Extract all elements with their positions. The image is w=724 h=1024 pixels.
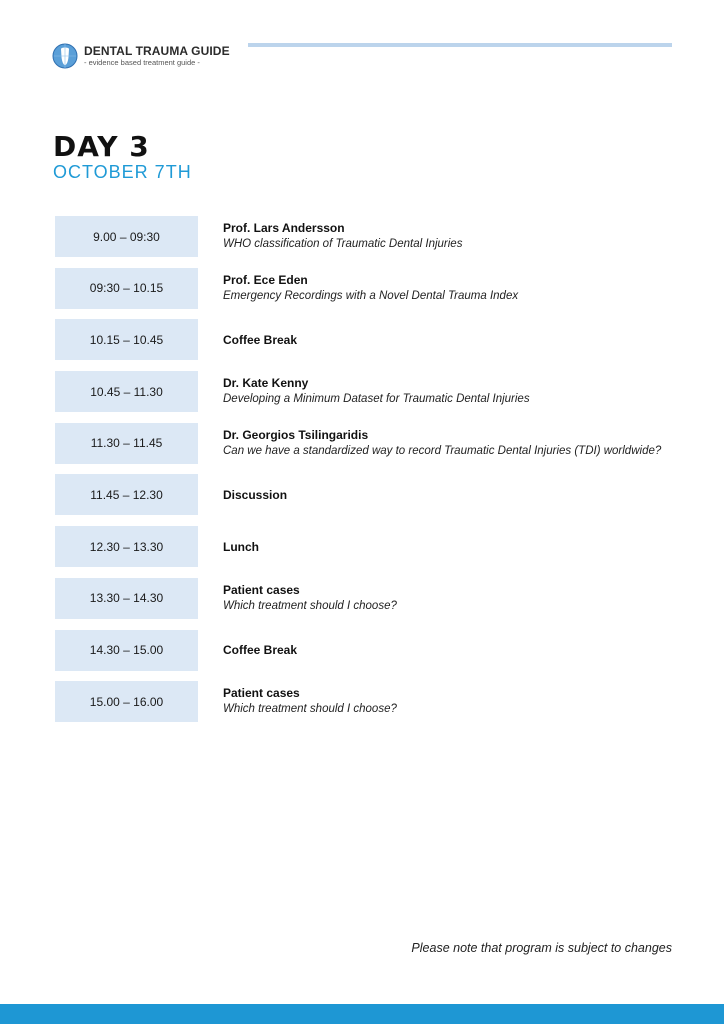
session-title: Patient cases (223, 686, 300, 701)
time-slot: 09:30 – 10.15 (55, 268, 198, 309)
session-title: Coffee Break (223, 332, 298, 347)
session-info (223, 474, 287, 515)
time-slot: 13.30 – 14.30 (55, 578, 198, 619)
session-subtitle: Can we have a standardized way to record Traumatic Dental Injuries (TDI) worldwide? (223, 444, 662, 457)
session-title: Patient cases (223, 582, 300, 597)
time-slot: 12.30 – 13.30 (55, 526, 198, 567)
session-title: Prof. Lars Andersson (223, 221, 345, 235)
session-info (223, 681, 397, 722)
time-slot: 9.00 – 09:30 (55, 216, 198, 257)
session-info (223, 423, 661, 464)
session-title: Lunch (223, 539, 259, 554)
session-info (223, 578, 397, 619)
logo-title: DENTAL TRAUMA GUIDE (84, 44, 230, 59)
schedule-row (55, 216, 695, 257)
logo (52, 42, 230, 70)
time-slot: 11.30 – 11.45 (55, 423, 198, 464)
session-info (223, 216, 462, 257)
session-title: Coffee Break (223, 643, 298, 657)
tooth-globe-icon (52, 42, 78, 70)
time-slot: 15.00 – 16.00 (55, 681, 198, 722)
session-subtitle: Which treatment should I choose? (223, 703, 397, 716)
session-subtitle: Emergency Recordings with a Novel Dental Trauma Index (223, 289, 519, 302)
disclaimer-note: Please note that program is subject to changes (411, 941, 672, 955)
schedule-row (55, 681, 695, 722)
session-info (223, 319, 297, 360)
schedule-row (55, 423, 695, 464)
schedule-row (55, 526, 695, 567)
time-slot: 10.45 – 11.30 (55, 371, 198, 412)
day-title: DAY 3 (53, 130, 150, 163)
schedule-row (55, 319, 695, 360)
header-rule (248, 43, 672, 47)
schedule-row (55, 474, 695, 515)
session-subtitle: WHO classification of Traumatic Dental Injuries (223, 238, 463, 250)
session-subtitle: Developing a Minimum Dataset for Traumatic Dental Injuries (223, 393, 530, 406)
session-subtitle: Which treatment should I choose? (223, 599, 397, 612)
schedule-row (55, 578, 695, 619)
schedule-list (55, 216, 695, 733)
schedule-row (55, 630, 695, 671)
schedule-row (55, 371, 695, 412)
session-info (223, 268, 518, 309)
footer-bar (0, 1004, 724, 1024)
day-date: OCTOBER 7TH (53, 162, 192, 182)
time-slot: 14.30 – 15.00 (55, 630, 198, 671)
time-slot: 11.45 – 12.30 (55, 474, 198, 515)
session-info (223, 630, 297, 671)
schedule-row (55, 268, 695, 309)
session-title: Dr. Kate Kenny (223, 376, 309, 391)
time-slot: 10.15 – 10.45 (55, 319, 198, 360)
session-title: Discussion (223, 487, 288, 502)
session-title: Prof. Ece Eden (223, 272, 308, 287)
logo-subtitle: - evidence based treatment guide - (84, 58, 200, 68)
session-info (223, 371, 530, 412)
session-info (223, 526, 259, 567)
session-title: Dr. Georgios Tsilingaridis (223, 427, 369, 442)
